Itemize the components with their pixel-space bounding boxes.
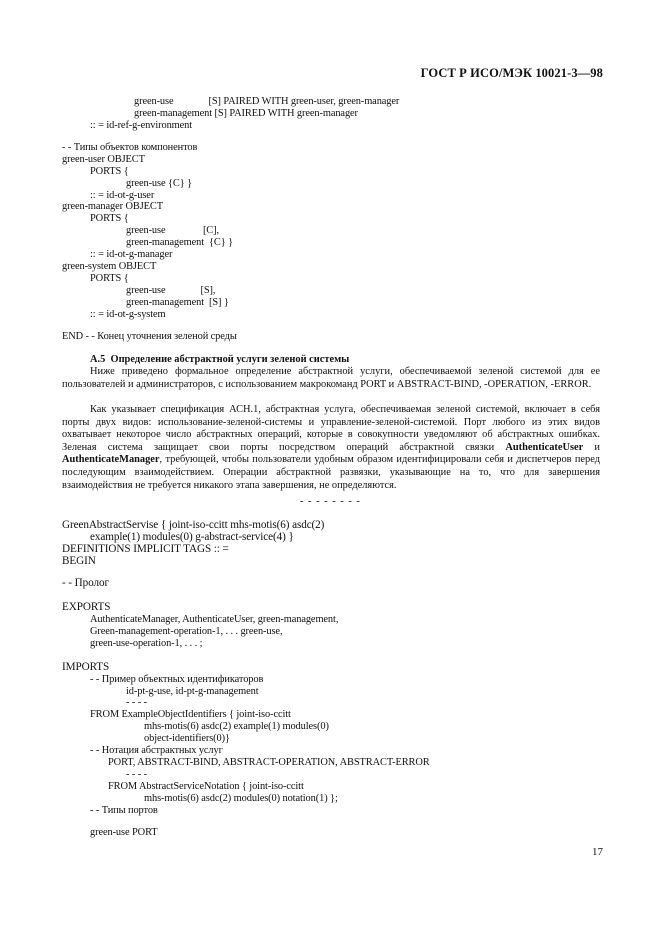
code-line: mhs-motis(6) asdc(2) modules(0) notation(1) };	[144, 793, 338, 804]
code-line: :: = id-ot-g-manager	[90, 249, 173, 260]
comment-line: - - Типы портов	[90, 805, 158, 816]
term-authenticate-manager: AuthenticateManager	[62, 454, 160, 466]
code-line: PORT, ABSTRACT-BIND, ABSTRACT-OPERATION, ABSTRACT-ERROR	[108, 757, 430, 768]
comment-line: - - Типы объектов компонентов	[62, 142, 198, 153]
module-line: DEFINITIONS IMPLICIT TAGS :: =	[62, 543, 229, 555]
paragraph-2-text-a: Как указывает спецификация АСН.1, абстрактная услуга, обеспечиваемая зеленой системой, включает в себя порты двух видов: использование-зеленой-системы и управление-зеленой-системой. Порт любого из этих видов охватывает некоторое число абстрактных операций, которые в совокупности уведомляют об абстрактных ошибках. Зеленая система защищает свои порты посредством операций абстрактной связки	[62, 404, 600, 453]
module-line: GreenAbstractServise { joint-iso-ccitt mhs-motis(6) asdc(2)	[62, 519, 325, 531]
page-number: 17	[592, 846, 603, 858]
section-heading: А.5 Определение абстрактной услуги зеленой системы	[90, 354, 350, 365]
code-line: mhs-motis(6) asdc(2) example(1) modules(0)	[144, 721, 329, 732]
comment-line: - - Нотация абстрактных услуг	[90, 745, 223, 756]
code-line: green-user OBJECT	[62, 154, 145, 165]
divider: - - - - - - - -	[300, 496, 361, 507]
paragraph-2-text-c: , требующей, чтобы пользователи удобным образом идентифицировали себя и диспетчеров перед последующим взаимодействием. Операции абстрактной развязки, указывающие на то, что для завершения взаимодействия не требуется никакого этапа завершения, не определяются.	[62, 454, 600, 491]
code-line: green-management [S] }	[126, 297, 229, 308]
code-line: green-management {C} }	[126, 237, 234, 248]
code-line: id-pt-g-use, id-pt-g-management	[126, 686, 259, 697]
paragraph-1	[62, 366, 600, 391]
code-line: :: = id-ref-g-environment	[90, 120, 193, 131]
code-line: green-use-operation-1, . . . ;	[90, 638, 203, 649]
code-line: PORTS {	[90, 213, 129, 224]
standard-header: ГОСТ Р ИСО/МЭК 10021-3—98	[420, 66, 603, 80]
module-line: BEGIN	[62, 555, 96, 567]
module-line: example(1) modules(0) g-abstract-service(4) }	[90, 531, 294, 543]
code-line: green-use [C],	[126, 225, 219, 236]
code-line: green-use PORT	[90, 827, 158, 838]
code-line: PORTS {	[90, 166, 129, 177]
code-line: PORTS {	[90, 273, 129, 284]
paragraph-2-text-mid: и	[583, 441, 600, 453]
imports-keyword: IMPORTS	[62, 661, 110, 673]
paragraph-1-text: Ниже приведено формальное определение абстрактной услуги, обеспечиваемой зеленой системой для ее пользователей и администраторов, с использованием макрокоманд PORT и ABSTRACT-BIND, -OPERATION, -ERROR.	[62, 366, 600, 390]
code-line: AuthenticateManager, AuthenticateUser, green-management,	[90, 614, 339, 625]
end-line: END - - Конец уточнения зеленой среды	[62, 331, 237, 342]
code-line: FROM AbstractServiceNotation { joint-iso-ccitt	[108, 781, 304, 792]
code-line: green-use {C} }	[126, 178, 192, 189]
code-line: green-use [S] PAIRED WITH green-user, green-manager	[134, 96, 400, 107]
code-line: - - - -	[126, 769, 147, 780]
code-line: green-use [S],	[126, 285, 216, 296]
code-line: object-identifiers(0)}	[144, 733, 230, 744]
code-line: Green-management-operation-1, . . . green-use,	[90, 626, 283, 637]
comment-line: - - Пример объектных идентификаторов	[90, 674, 264, 685]
term-authenticate-user: AuthenticateUser	[505, 441, 584, 453]
code-line: green-manager OBJECT	[62, 201, 164, 212]
code-line: green-management [S] PAIRED WITH green-manager	[134, 108, 358, 119]
code-line: :: = id-ot-g-user	[90, 190, 155, 201]
prolog-comment: - - Пролог	[62, 577, 109, 589]
code-line: - - - -	[126, 697, 147, 708]
code-line: FROM ExampleObjectIdentifiers { joint-iso-ccitt	[90, 709, 291, 720]
code-line: green-system OBJECT	[62, 261, 157, 272]
paragraph-2	[62, 404, 600, 492]
code-line: :: = id-ot-g-system	[90, 309, 166, 320]
exports-keyword: EXPORTS	[62, 601, 111, 613]
